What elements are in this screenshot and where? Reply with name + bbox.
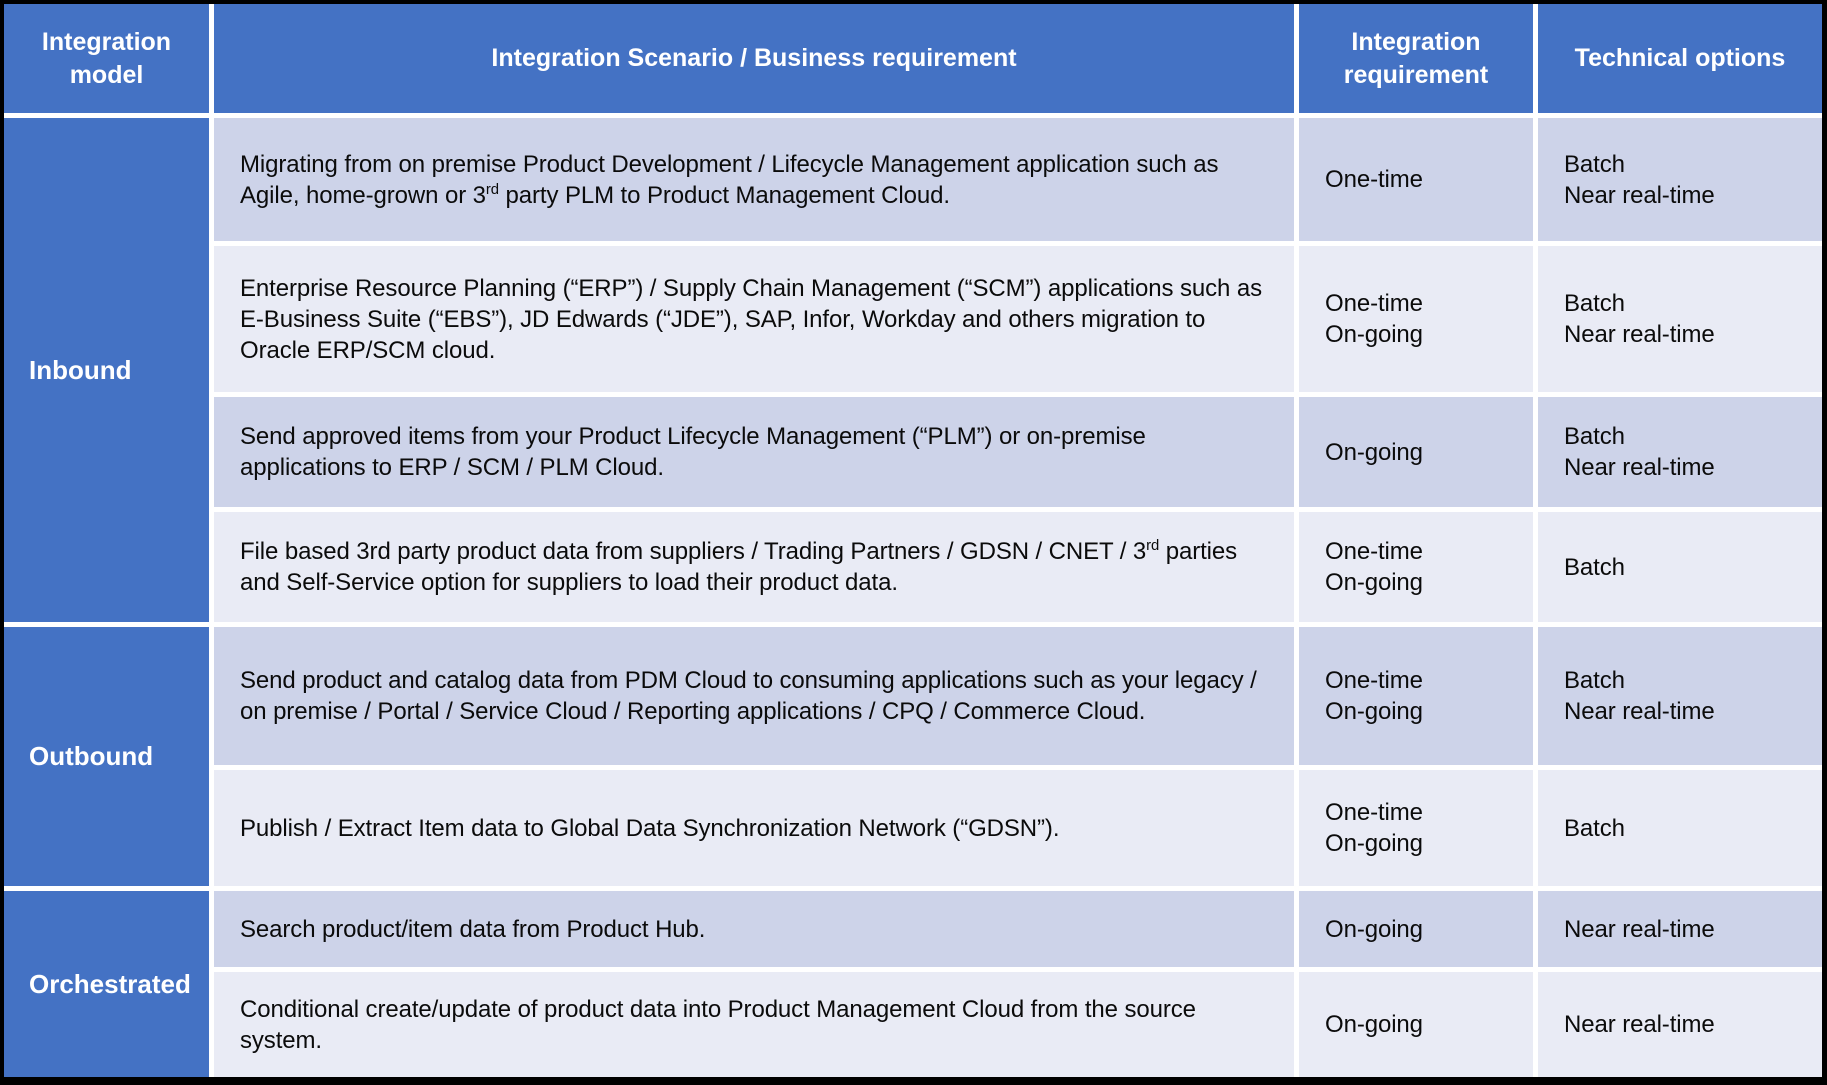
scenario-cell [214,246,1294,392]
option-value: Near real-time [1564,915,1715,943]
requirement-cell [1299,118,1533,241]
requirement-cell [1299,891,1533,967]
requirement-value: One-time [1325,799,1423,826]
scenario-cell [214,627,1294,765]
requirement-value: On-going [1325,698,1423,725]
scenario-cell [214,397,1294,507]
requirement-value: On-going [1325,830,1423,857]
requirement-cell [1299,512,1533,622]
options-cell [1538,246,1822,392]
option-value: Near real-time [1564,1011,1715,1038]
option-value: Batch [1564,553,1625,581]
requirement-cell [1299,627,1533,765]
scenario-cell [214,512,1294,622]
scenario-cell [214,118,1294,241]
scenario-cell [214,770,1294,886]
scenario-text: Conditional create/update of product data into Product Management Cloud from the source system. [240,995,1196,1054]
option-value: Batch [1564,814,1625,842]
requirement-value: One-time [1325,290,1423,317]
options-cell [1538,627,1822,765]
model-cell-orchestrated [4,891,209,1077]
scenario-text: Send approved items from your Product Lifecycle Management (“PLM”) or on-premise applications to ERP / SCM / PLM Cloud. [240,423,1146,481]
header-integration-model: Integration model [4,4,209,113]
options-cell [1538,118,1822,241]
option-value: Near real-time [1564,698,1715,725]
scenario-cell [214,972,1294,1077]
requirement-value: On-going [1325,438,1423,466]
requirement-value: One-time [1325,166,1423,193]
scenario-cell [214,891,1294,967]
scenario-text: Enterprise Resource Planning (“ERP”) / Supply Chain Management (“SCM”) applications such as E-Business Suite (“EBS”), JD Edwards (“JDE”), SAP, Infor, Workday and others migration to Oracle ERP/SCM cloud. [240,274,1263,364]
scenario-text: Search product/item data from Product Hub. [240,915,706,943]
requirement-cell [1299,770,1533,886]
requirement-value: On-going [1325,1011,1423,1038]
model-cell-outbound [4,627,209,886]
scenario-text: Migrating from on premise Product Development / Lifecycle Management application such as Agile, home-grown or 3rd party PLM to Product Management Cloud. [240,150,1219,209]
scenario-text: Send product and catalog data from PDM Cloud to consuming applications such as your legacy / on premise / Portal / Service Cloud / Reporting applications / CPQ / Commerce Cloud. [240,667,1257,725]
option-value: Batch [1564,290,1625,317]
requirement-cell [1299,397,1533,507]
option-value: Batch [1564,150,1625,178]
option-value: Near real-time [1564,181,1715,209]
model-label: Orchestrated [29,968,191,999]
integration-table [4,4,1822,1077]
options-cell [1538,972,1822,1077]
option-value: Near real-time [1564,454,1715,481]
model-label: Outbound [29,741,154,771]
options-cell [1538,891,1822,967]
model-label: Inbound [29,354,132,385]
option-value: Near real-time [1564,321,1715,348]
option-value: Batch [1564,423,1625,450]
scenario-text: File based 3rd party product data from suppliers / Trading Partners / GDSN / CNET / 3rd parties and Self-Service option for suppliers to load their product data. [240,538,1238,596]
header-technical-options: Technical options [1538,4,1822,113]
options-cell [1538,397,1822,507]
requirement-value: One-time [1325,538,1423,565]
requirement-value: On-going [1325,915,1423,943]
scenario-text: Publish / Extract Item data to Global Data Synchronization Network (“GDSN”). [240,814,1060,842]
requirement-cell [1299,972,1533,1077]
options-cell [1538,770,1822,886]
model-cell-inbound [4,118,209,622]
header-integration-requirement: Integration requirement [1299,4,1533,113]
option-value: Batch [1564,667,1625,694]
requirement-cell [1299,246,1533,392]
requirement-value: On-going [1325,321,1423,348]
options-cell [1538,512,1822,622]
requirement-value: One-time [1325,667,1423,694]
header-integration-scenario: Integration Scenario / Business requirement [214,4,1294,113]
requirement-value: On-going [1325,569,1423,596]
